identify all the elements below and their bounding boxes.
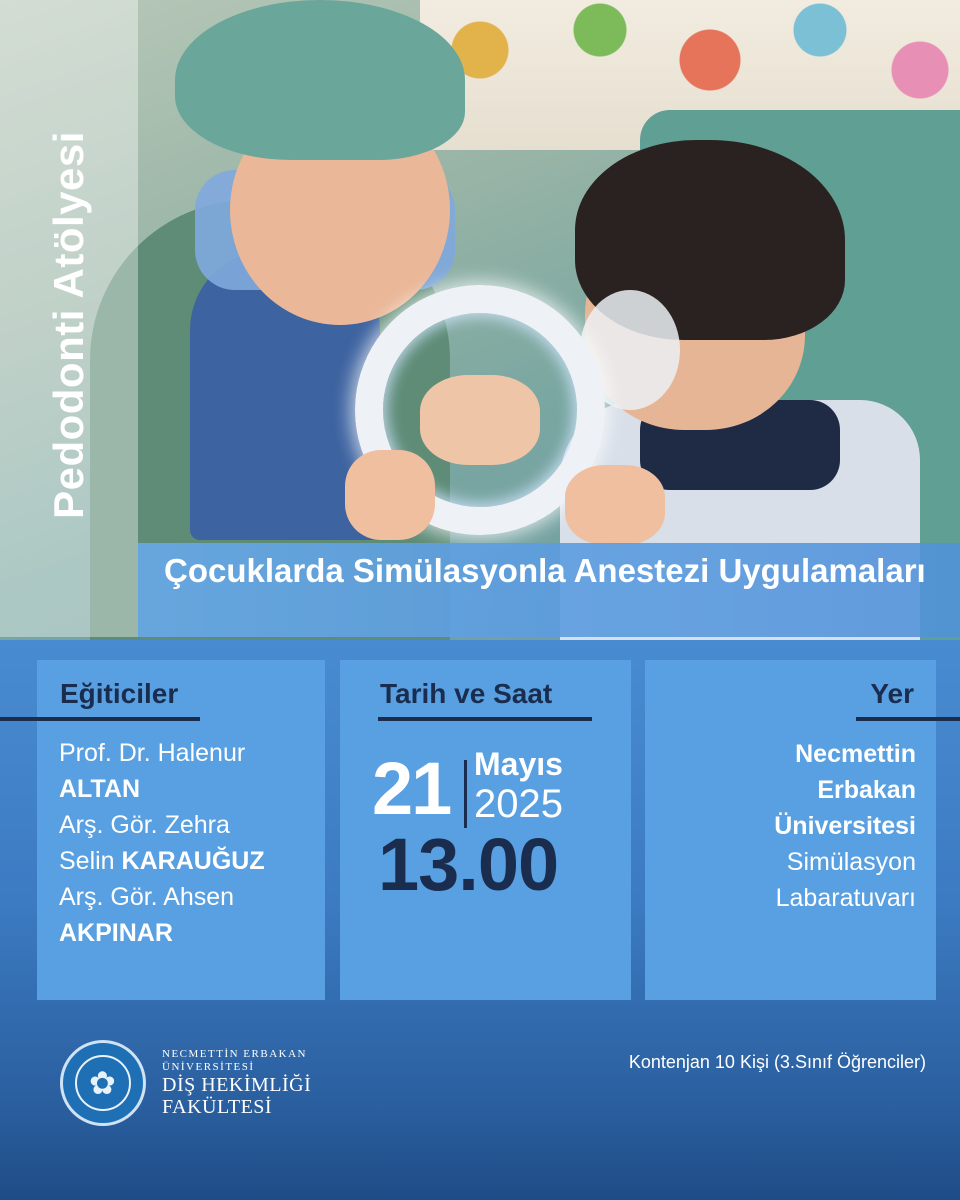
university-logo	[60, 1040, 146, 1126]
place-line: Necmettin	[795, 740, 916, 768]
trainer-name: Arş. Gör. Ahsen	[59, 883, 235, 911]
trainers-card	[37, 660, 325, 1000]
quota-text: Kontenjan 10 Kişi (3.Sınıf Öğrenciler)	[628, 1052, 926, 1072]
faculty-name	[162, 1048, 311, 1118]
faculty-line2: ÜNİVERSİTESİ	[162, 1061, 255, 1073]
trainer-surname: KARAUĞUZ	[121, 847, 265, 875]
title-banner	[138, 543, 960, 637]
trainer-name2: Selin	[59, 847, 115, 875]
datetime-card	[340, 660, 631, 1000]
datetime-heading: Tarih ve Saat	[380, 678, 553, 709]
trainers-underline	[0, 717, 200, 721]
place-text	[774, 736, 916, 916]
faculty-line3: DİŞ HEKİMLİĞİ	[162, 1074, 312, 1096]
child-hand-left	[345, 450, 435, 540]
workshop-title: Çocuklarda Simülasyonla Anestezi Uygulamaları	[164, 552, 926, 589]
date-day: 21	[372, 747, 451, 830]
trainer-surname: ALTAN	[59, 775, 140, 803]
place-line: Üniversitesi	[774, 812, 916, 840]
child-hand-right	[565, 465, 665, 545]
faculty-line1: NECMETTİN ERBAKAN	[162, 1048, 307, 1060]
faculty-line4: FAKÜLTESİ	[162, 1096, 273, 1118]
trainer-name: Arş. Gör. Zehra	[59, 811, 230, 839]
place-underline	[856, 717, 960, 721]
trainers-list	[59, 735, 265, 951]
trainers-heading: Eğiticiler	[60, 678, 179, 709]
date-month: Mayıs	[474, 746, 563, 782]
place-line: Erbakan	[817, 776, 916, 804]
surgical-cap	[175, 0, 465, 160]
place-card	[645, 660, 936, 1000]
trainer-name: Prof. Dr. Halenur	[59, 739, 246, 767]
date-divider	[464, 760, 467, 828]
place-heading: Yer	[870, 678, 914, 709]
event-time: 13.00	[378, 823, 559, 906]
side-title: Pedodonti Atölyesi	[45, 131, 92, 519]
trainer-surname: AKPINAR	[59, 919, 173, 947]
logo-star-icon: ✿	[89, 1065, 116, 1101]
datetime-underline	[378, 717, 592, 721]
place-line: Labaratuvarı	[775, 884, 916, 912]
side-title-bar	[0, 0, 138, 637]
date-year: 2025	[474, 782, 563, 826]
place-line: Simülasyon	[786, 848, 916, 876]
